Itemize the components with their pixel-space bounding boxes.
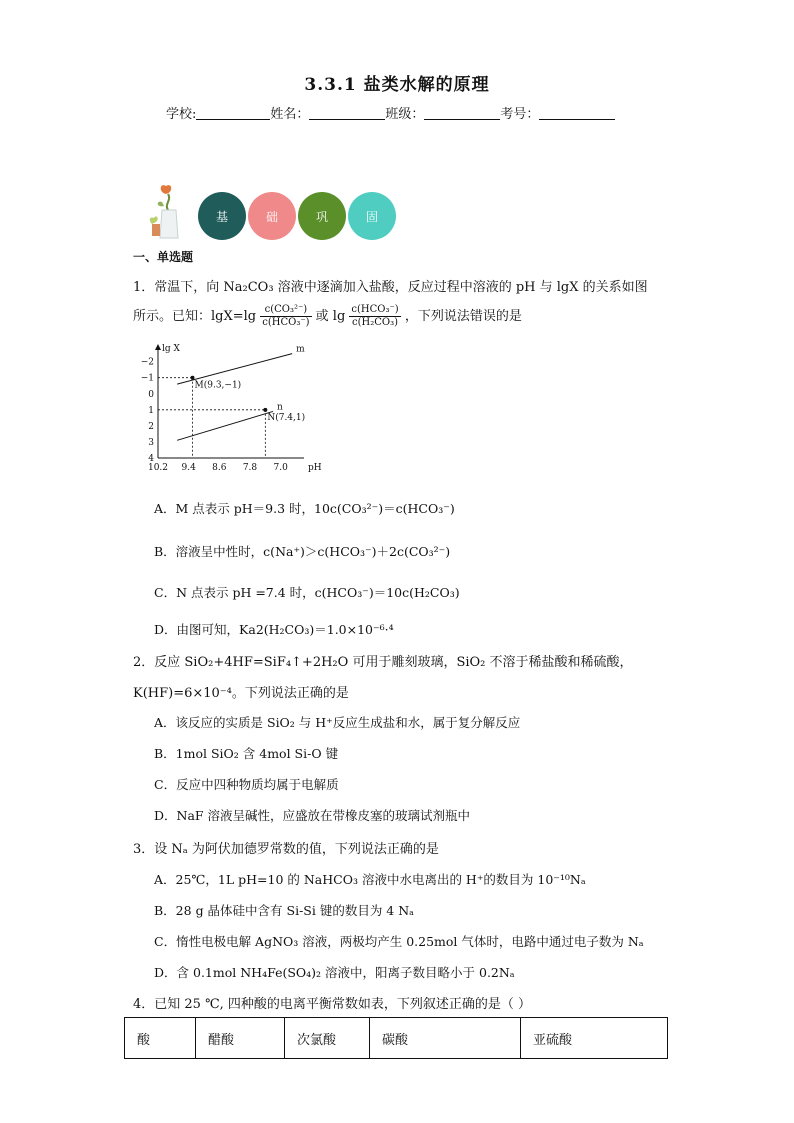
- q1-frac1-num: c(CO₃²⁻): [260, 304, 311, 317]
- badge-circle-3: [298, 192, 346, 240]
- badge-circle-4: [348, 192, 396, 240]
- y-tick-label: 1: [148, 405, 154, 416]
- q1-stem-line2: [133, 304, 522, 329]
- q1-option-a: A．M 点表示 pH＝9.3 时，10c(CO₃²⁻)＝c(HCO₃⁻): [154, 501, 455, 516]
- table-cell-acid: 酸: [125, 1018, 196, 1059]
- school-field[interactable]: [196, 105, 270, 120]
- q3-stem: 3．设 Nₐ 为阿伏加德罗常数的值，下列说法正确的是: [133, 842, 439, 857]
- series-label-m: m: [296, 344, 305, 355]
- x-axis-label: pH: [308, 463, 322, 473]
- q1-option-b: B．溶液呈中性时，c(Na⁺)＞c(HCO₃⁻)＋2c(CO₃²⁻): [154, 544, 451, 559]
- q3-option-d: D．含 0.1mol NH₄Fe(SO₄)₂ 溶液中，阳离子数目略小于 0.2Nₐ: [154, 965, 515, 980]
- series-line-m: [177, 354, 292, 385]
- q2-option-b: B．1mol SiO₂ 含 4mol Si-O 键: [154, 746, 339, 761]
- y-tick-label: −1: [140, 373, 154, 384]
- y-tick-label: 2: [148, 421, 154, 432]
- q3-option-c: C．惰性电极电解 AgNO₃ 溶液，两极均产生 0.25mol 气体时，电路中通过电子数为 Nₐ: [154, 934, 644, 949]
- q4-acid-table: [124, 1017, 668, 1059]
- point-marker: [263, 408, 267, 412]
- name-label: 姓名：: [270, 107, 310, 122]
- point-marker: [191, 376, 195, 380]
- q1-option-d: D．由图可知，Ka2(H₂CO₃)＝1.0×10⁻⁶·⁴: [154, 622, 394, 637]
- badge-circle-2: [248, 192, 296, 240]
- badge-char-3: 巩: [315, 209, 328, 224]
- q1-stem-suffix: ，下列说法错误的是: [404, 309, 522, 324]
- x-tick-label: 7.8: [242, 463, 258, 473]
- q1-stem-or: 或 lg: [315, 309, 346, 324]
- table-cell-carbonic: 碳酸: [370, 1018, 521, 1059]
- exam-number-label: 考号：: [500, 107, 540, 122]
- x-tick-label: 9.4: [181, 463, 196, 473]
- series-line-n: [177, 411, 273, 440]
- x-tick-label: 7.0: [273, 463, 288, 473]
- table-cell-sulfurous: 亚硫酸: [521, 1018, 668, 1059]
- class-field[interactable]: [424, 105, 500, 120]
- table-cell-hypochlorous: 次氯酸: [285, 1018, 370, 1059]
- y-axis-label: lg X: [162, 344, 180, 354]
- x-tick-label: 10.2: [147, 463, 169, 473]
- q4-stem: 4．已知 25 ℃, 四种酸的电离平衡常数如表，下列叙述正确的是（ ）: [133, 997, 532, 1012]
- series-label-n: n: [277, 402, 283, 413]
- student-info-line: [166, 103, 615, 122]
- x-tick-label: 8.6: [212, 463, 227, 473]
- badge-circle-1: [198, 192, 246, 240]
- class-label: 班级：: [385, 107, 425, 122]
- section-heading: 一、单选题: [133, 250, 194, 264]
- badge-char-1: 基: [215, 209, 228, 224]
- q3-option-b: B．28 g 晶体硅中含有 Si-Si 键的数目为 4 Nₐ: [154, 903, 414, 918]
- vase-plant-icon: [146, 180, 192, 242]
- name-field[interactable]: [309, 105, 385, 120]
- q3-option-a: A．25℃，1L pH=10 的 NaHCO₃ 溶液中水电离出的 H⁺的数目为 10⁻¹⁰Nₐ: [154, 872, 586, 887]
- q1-frac2-den: c(H₂CO₃): [352, 317, 399, 328]
- q1-stem-prefix: 所示。已知：lgX=lg: [133, 309, 257, 324]
- y-tick-label: −2: [140, 357, 154, 368]
- q1-stem-line1: 1．常温下，向 Na₂CO₃ 溶液中逐滴加入盐酸，反应过程中溶液的 pH 与 lgX 的关系如图: [133, 280, 648, 295]
- q1-frac2-num: c(HCO₃⁻): [351, 304, 399, 315]
- q2-option-d: D．NaF 溶液呈碱性，应盛放在带橡皮塞的玻璃试剂瓶中: [154, 808, 471, 823]
- exam-number-field[interactable]: [539, 105, 615, 120]
- q1-option-c: C．N 点表示 pH =7.4 时，c(HCO₃⁻)＝10c(H₂CO₃): [154, 585, 460, 600]
- y-tick-label: 4: [148, 454, 154, 464]
- q2-stem-line1: 2．反应 SiO₂+4HF=SiF₄↑+2H₂O 可用于雕刻玻璃，SiO₂ 不溶于稀盐酸和稀硫酸，: [133, 655, 633, 670]
- badge-char-4: 固: [365, 209, 378, 224]
- table-row: [125, 1018, 668, 1059]
- q1-fraction-2: [349, 304, 400, 329]
- q2-option-c: C．反应中四种物质均属于电解质: [154, 777, 339, 792]
- y-tick-label: 3: [148, 437, 154, 448]
- page-title: 3.3.1 盐类水解的原理: [304, 75, 490, 95]
- q2-option-a: A．该反应的实质是 SiO₂ 与 H⁺反应生成盐和水，属于复分解反应: [154, 715, 521, 730]
- point-label: N(7.4,1): [267, 412, 306, 423]
- table-cell-acetic: 醋酸: [196, 1018, 285, 1059]
- q2-stem-line2: K(HF)=6×10⁻⁴。下列说法正确的是: [133, 686, 349, 701]
- school-label: 学校:: [166, 107, 197, 122]
- y-axis-arrow: [155, 344, 161, 350]
- point-label: M(9.3,−1): [194, 380, 242, 391]
- q1-chart: [138, 340, 322, 478]
- y-tick-label: 0: [148, 389, 154, 400]
- q1-frac1-den: c(HCO₃⁻): [262, 317, 310, 328]
- q1-fraction-1: [260, 304, 311, 329]
- badge-char-2: 础: [265, 209, 278, 224]
